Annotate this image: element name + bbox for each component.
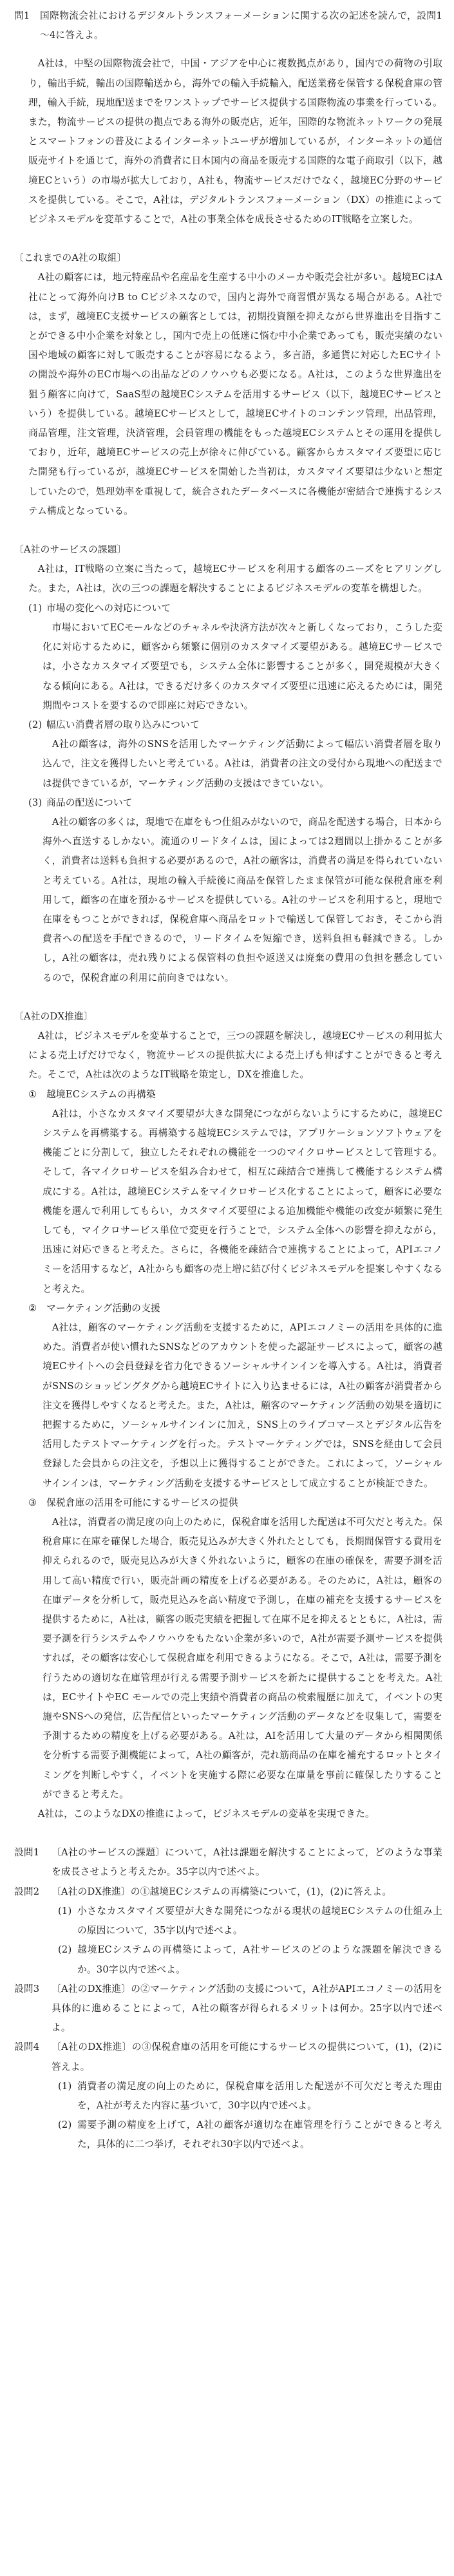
sub-question-marker: (2) <box>58 2119 72 2131</box>
sub-question-marker: (1) <box>58 2080 72 2092</box>
item-text: 市場においてECモールなどのチャネルや決済方法が次々と新しくなっており，こうした変化に対応するために，顧客から頻繁に個別のカスタマイズ要望がある。越境ECサービスでは，小さなカスタマイズ要望でも，システム全体に影響することが多く，開発規模が大きくなる傾向にある。A社は，できるだけ多くのカスタマイズ要望に迅速に応えるためには，開発期間やコストを要するので即座に対応できない。 <box>43 621 442 711</box>
sub-question <box>14 1940 442 1979</box>
list-item <box>14 715 442 735</box>
body-paragraph: A社の顧客には，地元特産品や名産品を生産する中小のメーカや販売会社が多い。越境ECはA社にとって海外向けB to Cビジネスなので，国内と海外で商習慣が異なる場合がある。A社では，まず，越境EC支援サービスの顧客としては，初期投資額を抑えながら世界進出を目指すことができる中小企業を対象とし，国内で売上の低迷に悩む中小企業であっても，販売実績のない国や地域の顧客に対して販売することが容易になるよう，多言語，多通貨に対応したECサイトの開設や海外のEC市場への出品などのノウハウも必要になる。A社は，このような世界進出を狙う顧客に向けて，SaaS型の越境ECシステムを活用するサービス（以下，越境ECサービスという）を提供している。越境ECサービスとして，越境ECサイトのコンテンツ管理，出品管理，商品管理，注文管理，決済管理，会員管理の機能をもった越境ECシステムとその運用を提供しており，近年，越境ECサービスの売上が徐々に伸びている。顧客からカスタマイズ要望に応じた開発も行っているが，越境ECサービスを開始した当初は，カスタマイズ要望は少ないと想定していたので，処理効率を重視して，統合されたデータベースに各機能が密結合で連携するシステム構成となっている。 <box>28 272 442 516</box>
list-item <box>14 793 442 813</box>
sub-question-marker: (1) <box>58 1905 72 1917</box>
list-item <box>14 1493 442 1513</box>
sub-question-marker: (2) <box>58 1944 72 1956</box>
item-marker: ② <box>28 1302 37 1314</box>
sub-question-text: 消費者の満足度の向上のために，保税倉庫を活用した配送が不可欠だと考えた理由を，A社が考えた内容に基づいて，30字以内で述べよ。 <box>77 2080 442 2111</box>
body-paragraph: A社は，IT戦略の立案に当たって，越境ECサービスを利用する顧客のニーズをヒアリングした。また，A社は，次の三つの課題を解決することによるビジネスモデルの変革を構想した。 <box>28 564 442 594</box>
item-title: 市場の変化への対応について <box>46 602 171 614</box>
item-text: A社の顧客の多くは，現地で在庫をもつ仕組みがないので，商品を配送する場合，日本から海外へ直送するしかない。流通のリードタイムは，国によっては2週間以上掛かることが多く，消費者は送料も負担する必要があるので，A社の顧客は，消費者の満足を得られていないと考えている。A社は，現地の輸入手続後に商品を保管したまま保管が可能な保税倉庫を利用して，顧客の在庫を預かるサービスを提供している。A社のサービスを利用すると，現地で在庫をもつことができれば，保税倉庫へ商品をロットで輸送して保管しておき，そこから消費者への配送を手配できるので，リードタイムを短縮でき，送料負担も軽減できる。しかし，A社の顧客は，売れ残りによる保管料の負担や返送又は廃棄の費用の負担を懸念しているので，保税倉庫の利用に前向きではない。 <box>43 816 442 983</box>
body-paragraph: A社は，中堅の国際物流会社で，中国・アジアを中心に複数拠点があり，国内での荷物の引取り，輸出手続，輸出の国際輸送から，海外での輸入手続輸入，配送業務を保管する保税倉庫の管理，輸入手続，現地配送までをワンストップでサービス提供する国際物流の事業を行っている。また，物流サービスの提供の拠点である海外の販売店，近年，国際的な物流ネットワークの発展とスマートフォンの普及によるインターネットユーザが増加しているが，インターネットの通信販売サイトを通じて，海外の消費者に日本国内の商品を販売する国際的な電子商取引（以下，越境ECという）の市場が拡大しており，A社も，物流サービスだけでなく，越境EC分野のサービスを提供している。そこで，A社は，デジタルトランスフォーメーション（DX）の推進によってビジネスモデルを変革することで，A社の事業全体を成長させるためのIT戦略を立案した。 <box>28 58 442 225</box>
closing-paragraph: A社は，このようなDXの推進によって，ビジネスモデルの変革を実現できた。 <box>37 1808 375 1820</box>
sub-question <box>14 2116 442 2154</box>
problem-instruction: 国際物流会社におけるデジタルトランスフォーメーションに関する次の記述を読んで，設問1～4に答えよ。 <box>40 10 442 41</box>
item-text: A社の顧客は，海外のSNSを活用したマーケティング活動によって幅広い消費者層を取り込んで，注文を獲得したいと考えている。A社は，消費者の注文の受付から現地への配送までは提供できているが，マーケティング活動の支援はできていない。 <box>43 739 442 789</box>
list-item <box>14 599 442 618</box>
item-marker: ③ <box>28 1497 37 1508</box>
question-number: 設問4 <box>14 2041 40 2053</box>
question-number: 設問3 <box>14 1983 40 1994</box>
list-item <box>14 1085 442 1104</box>
question-text: 〔A社のサービスの課題〕について，A社は課題を解決することによって，どのような事業を成長させようと考えたか。35字以内で述べよ。 <box>52 1847 442 1878</box>
item-title: 越境ECシステムの再構築 <box>46 1088 156 1100</box>
item-text: A社は，顧客のマーケティング活動を支援するために，APIエコノミーの活用を具体的に進めた。消費者が使い慣れたSNSなどのアカウントを使った認証サービスによって，顧客の越境ECサイトへの会員登録を省力化できるソーシャルサインインを導入する。A社は，消費者がSNSのショッピングタグから越境ECサイトに入り込ませるには，A社の顧客が消費者から注文を獲得しやすくなると考えた。また，A社は，顧客のマーケティング活動の効果を適切に把握するために，ソーシャルサインインに加え，SNS上のライブコマースとデジタル広告を活用したテストマーケティングを行った。テストマーケティングでは，SNSを経由して会員登録した会員からの注文を，予想以上に獲得することができた。これによって，ソーシャルサインインは，マーケティング活動を支援するサービスとして成立することが検証できた。 <box>43 1322 442 1489</box>
sub-question-text: 越境ECシステムの再構築によって，A社サービスのどのような課題を解決できるか。30字以内で述べよ。 <box>77 1944 442 1975</box>
item-title: 保税倉庫の活用を可能にするサービスの提供 <box>46 1497 238 1508</box>
item-text: A社は，消費者の満足度の向上のために，保税倉庫を活用した配送は不可欠だと考えた。保税倉庫に在庫を確保した場合，販売見込みが大きく外れたとしても，長期間保管する費用を抑えられるので，販売見込みが大きく外れないように，顧客の在庫の確保を，需要予測を活用して高い精度で行い，販売計画の精度を上げる必要がある。そのために，A社は，顧客の在庫データを分析して，販売見込みを高い精度で予測し，在庫の補充を支援するサービスを提供するために，A社は，顧客の販売実績を把握して在庫不足を抑えるとともに，A社は，需要予測を行うシステムやノウハウをもたない企業が多いので，A社が需要予測サービスを提供すれば，その顧客は安心して保税倉庫を利用できるようになる。そこで，A社は，需要予測を行うための適切な在庫管理が行える需要予測サービスを新たに提供することを考えた。A社は，ECサイトやEC モールでの売上実績や消費者の商品の検索履歴に加えて，イベントの実施やSNSへの発信，広告配信といったマーケティング活動のデータなどを収集して，需要を予測するための精度を上げる必要がある。A社は，AIを活用して大量のデータから相関関係を分析する需要予測機能によって，A社の顧客が，売れ筋商品の在庫を補充するロットとタイミングを判断しやすく，イベントを実施する際に必要な在庫量を事前に確保したりすることができると考えた。 <box>43 1517 442 1800</box>
sub-question <box>14 1902 442 1940</box>
problem-number: 問1 <box>14 10 30 21</box>
sub-question-text: 需要予測の精度を上げて，A社の顧客が適切な在庫管理を行うことができると考えた，具体的に二つ挙げ，それぞれ30字以内で述べよ。 <box>77 2119 442 2150</box>
item-marker: ① <box>28 1088 37 1100</box>
section-heading: 〔A社のDX推進〕 <box>14 1010 93 1022</box>
item-marker: (3) <box>28 797 43 808</box>
section-heading: 〔A社のサービスの課題〕 <box>14 544 127 556</box>
item-title: 幅広い消費者層の取り込みについて <box>46 719 200 730</box>
section-heading: 〔これまでのA社の取組〕 <box>14 252 127 264</box>
item-title: マーケティング活動の支援 <box>46 1302 160 1314</box>
item-marker: (2) <box>28 719 43 730</box>
question-text: 〔A社のDX推進〕の③保税倉庫の活用を可能にするサービスの提供について，(1)，(2)に答えよ。 <box>52 2041 442 2072</box>
question <box>14 1980 442 2038</box>
body-paragraph: A社は，ビジネスモデルを変革することで，三つの課題を解決し，越境ECサービスの利用拡大による売上げだけでなく，物流サービスの提供拡大による売上げも伸ばすことができると考えた。そこで，A社は次のようなIT戦略を策定し，DXを推進した。 <box>28 1030 442 1081</box>
question <box>14 2038 442 2076</box>
question-text: 〔A社のDX推進〕の①越境ECシステムの再構築について，(1)，(2)に答えよ。 <box>52 1886 392 1897</box>
item-title: 商品の配送について <box>46 797 133 808</box>
question <box>14 1882 442 1902</box>
question <box>14 1843 442 1882</box>
question-number: 設問1 <box>14 1847 40 1859</box>
item-text: A社は，小さなカスタマイズ要望が大きな開発につながらないようにするために，越境ECシステムを再構築する。再構築する越境ECシステムでは，アプリケーションソフトウェアを機能ごとに分割して，独立したそれぞれの機能を一つのマイクロサービスとして管理する。そして，各マイクロサービスを組み合わせて，相互に疎結合で連携して機能するシステム構成にする。A社は，越境ECシステムをマイクロサービス化することによって，顧客に必要な機能を選んで利用してもらい，カスタマイズ要望による追加機能や機能の改変が頻繁に発生しても，マイクロサービス単位で変更を行うことで，システム全体への影響を抑えながら，迅速に対応できると考えた。さらに，各機能を疎結合で連携することによって，APIエコノミーを活用するなど，A社からも顧客の売上増に結び付くビジネスモデルを提案しやすくなると考えた。 <box>43 1108 442 1294</box>
list-item <box>14 1299 442 1318</box>
question-number: 設問2 <box>14 1886 40 1897</box>
sub-question <box>14 2077 442 2116</box>
item-marker: (1) <box>28 602 43 614</box>
problem-intro <box>14 6 442 45</box>
sub-question-text: 小さなカスタマイズ要望が大きな開発につながる現状の越境ECシステムの仕組み上の原因について，35字以内で述べよ。 <box>77 1905 442 1937</box>
question-text: 〔A社のDX推進〕の②マーケティング活動の支援について，A社がAPIエコノミーの活用を具体的に進めることによって，A社の顧客が得られるメリットは何か。25字以内で述べよ。 <box>52 1983 442 2034</box>
